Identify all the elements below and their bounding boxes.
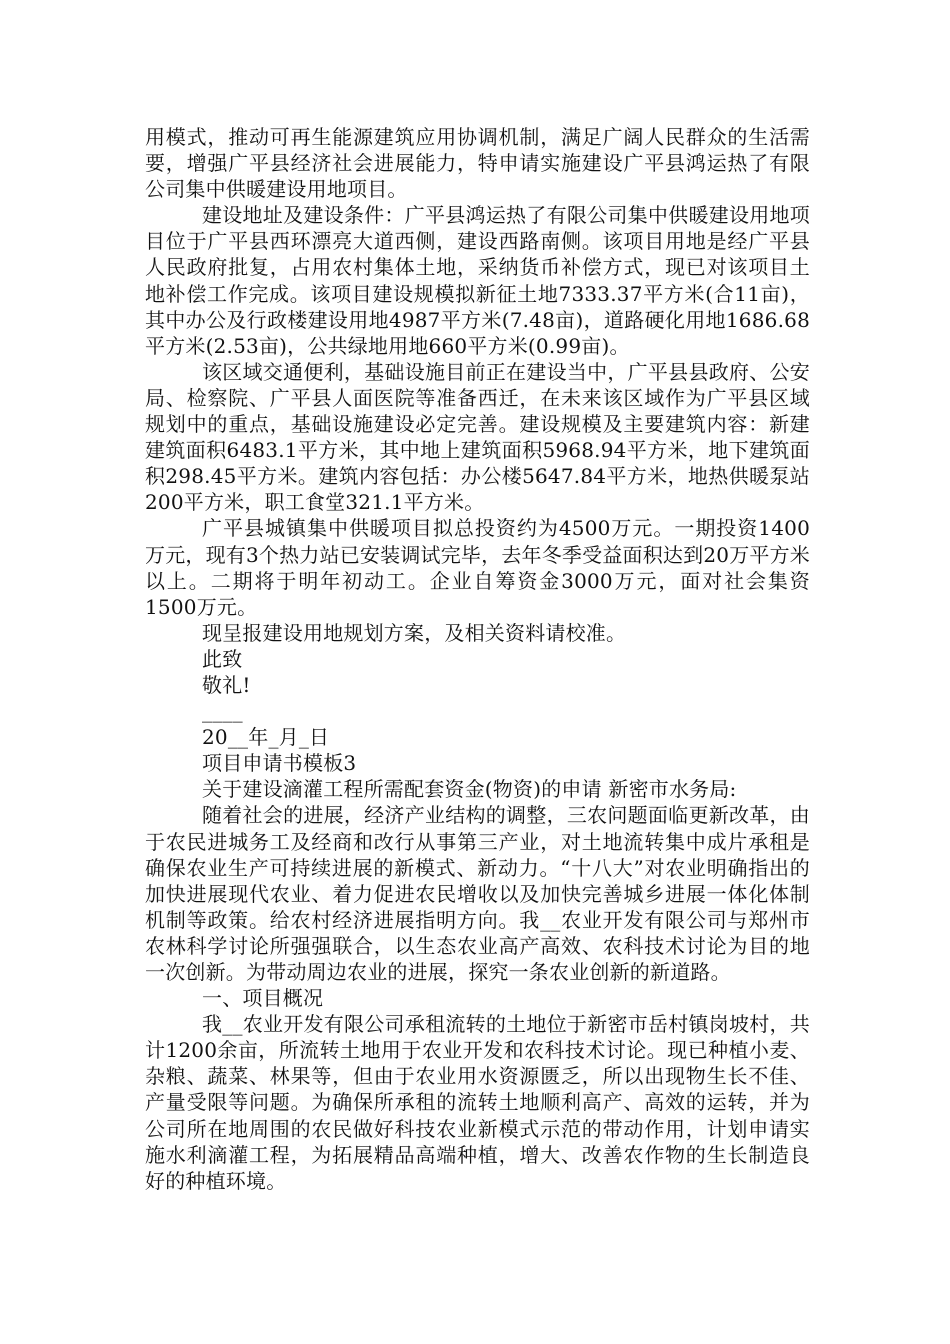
paragraph-project-overview: 我__农业开发有限公司承租流转的土地位于新密市岳村镇岗坡村，共计1200余亩，所流转土地用于农业开发和农科技术讨论。现已种植小麦、杂粮、蔬菜、林果等，但由于农业用水资源匮乏，所以出现物生长不佳、产量受限等问题。为确保所承租的流转土地顺利高产、高效的运转，并为公司所在地周围的农民做好科技农业新模式示范的带动作用，计划申请实施水利滴灌工程，为拓展精品高端种植，增大、改善农作物的生长制造良好的种植环境。 bbox=[145, 1012, 810, 1193]
paragraph-investment: 广平县城镇集中供暖项目拟总投资约为4500万元。一期投资1400万元，现有3个热力站已安装调试完毕，去年冬季受益面积达到20万平方米以上。二期将于明年初动工。企业自筹资金3000万元，面对社会集资1500万元。 bbox=[145, 516, 810, 619]
signature-line: ____ bbox=[202, 699, 243, 724]
paragraph-submission: 现呈报建设用地规划方案，及相关资料请校准。 bbox=[202, 620, 627, 645]
closing-greeting: 此致 bbox=[202, 646, 243, 671]
paragraph-site-conditions: 建设地址及建设条件：广平县鸿运热了有限公司集中供暖建设用地项目位于广平县西环漂亮大道西侧，建设西路南侧。该项目用地是经广平县人民政府批复，占用农村集体土地，采纳货币补偿方式，现已对该项目土地补偿工作完成。该项目建设规模拟新征土地7333.37平方米(合11亩)，其中办公及行政楼建设用地4987平方米(7.48亩)，道路硬化用地1686.68平方米(2.53亩)，公共绿地用地660平方米(0.99亩)。 bbox=[145, 203, 810, 358]
date-line: 20__年_月_日 bbox=[202, 725, 330, 750]
document-page bbox=[145, 124, 810, 1194]
closing-salute: 敬礼! bbox=[202, 672, 251, 697]
paragraph-background: 随着社会的进展，经济产业结构的调整，三农问题面临更新改革，由于农民进城务工及经商和改行从事第三产业，对土地流转集中成片承租是确保农业生产可持续进展的新模式、新动力。“十八大”对农业明确指出的加快进展现代农业、着力促进农民增收以及加快完善城乡进展一体化体制机制等政策。给农村经济进展指明方向。我__农业开发有限公司与郑州市农林科学讨论所强强联合，以生态农业高产高效、农科技术讨论为目的地一次创新。为带动周边农业的进展，探究一条农业创新的新道路。 bbox=[145, 803, 810, 984]
application-title: 关于建设滴灌工程所需配套资金(物资)的申请 新密市水务局: bbox=[202, 777, 737, 802]
section-heading-template-3: 项目申请书模板3 bbox=[202, 751, 357, 776]
paragraph-traffic-scale: 该区域交通便利，基础设施目前正在建设当中，广平县县政府、公安局、检察院、广平县人面医院等准备西迁，在未来该区域作为广平县区域规划中的重点，基础设施建设必定完善。建设规模及主要建筑内容：新建建筑面积6483.1平方米，其中地上建筑面积5968.94平方米，地下建筑面积298.45平方米。建筑内容包括：办公楼5647.84平方米，地热供暖泵站200平方米，职工食堂321.1平方米。 bbox=[145, 359, 810, 515]
section-heading-overview: 一、项目概况 bbox=[202, 986, 324, 1011]
paragraph-intro-continuation: 用模式，推动可再生能源建筑应用协调机制，满足广阔人民群众的生活需要，增强广平县经济社会进展能力，特申请实施建设广平县鸿运热了有限公司集中供暖建设用地项目。 bbox=[145, 125, 810, 202]
